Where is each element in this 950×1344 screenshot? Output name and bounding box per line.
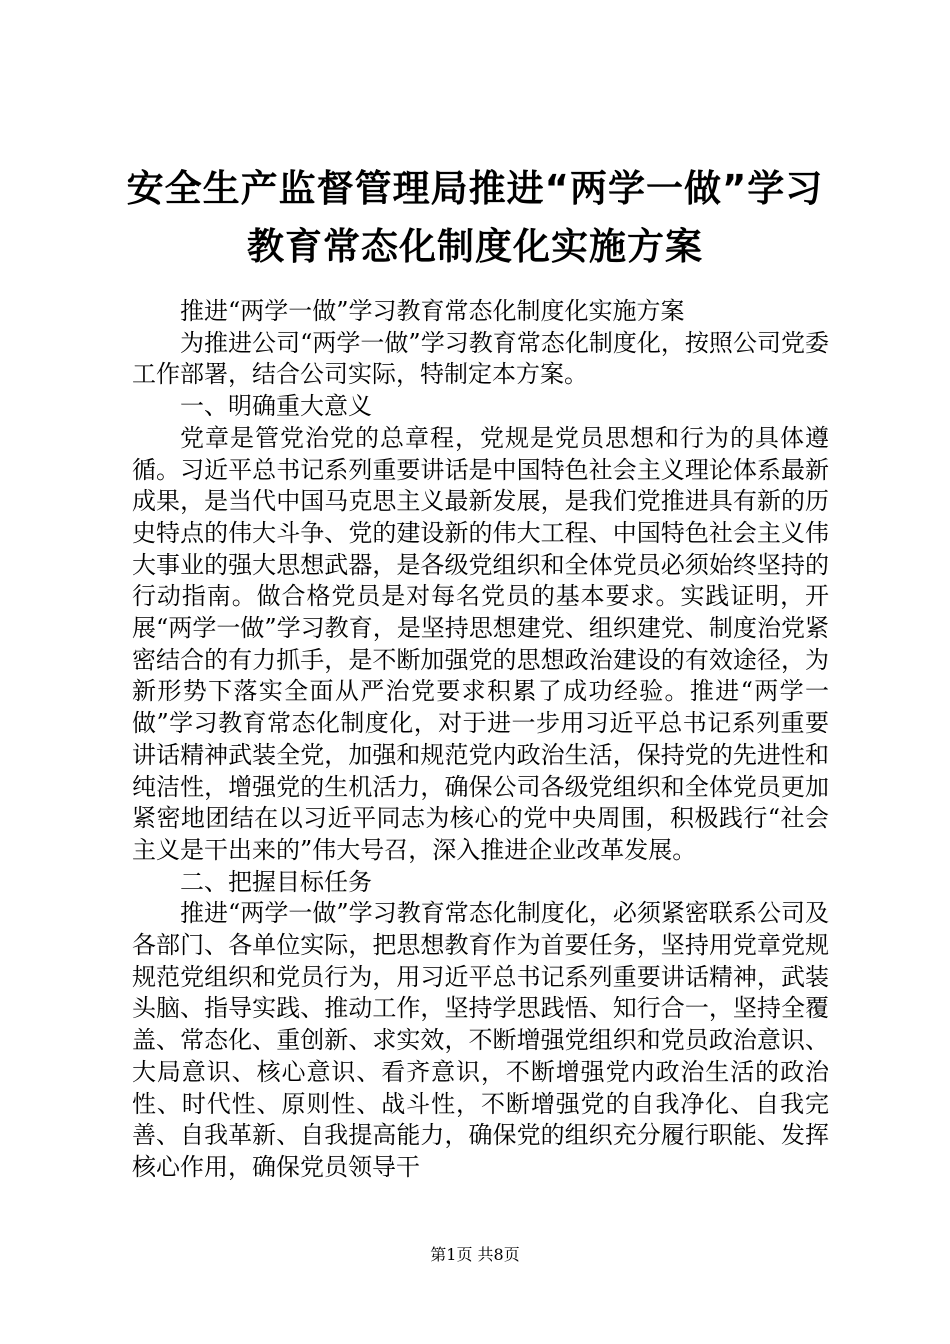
paragraph-subtitle: 推进“两学一做”学习教育常态化制度化实施方案 xyxy=(180,297,685,325)
paragraph-goals: 推进“两学一做”学习教育常态化制度化，必须紧密联系公司及各部门、各单位实际，把思想教育作为首要任务，坚持用党章党规规范党组织和党员行为，用习近平总书记系列重要讲话精神，武装头脑、指导实践、推动工作，坚持学思践悟、知行合一，坚持全覆盖、常态化、重创新、求实效，不断增强党组织和党员政治意识、大局意识、核心意识、看齐意识，不断增强党内政治生活的政治性、时代性、原则性、战斗性，不断增强党的自我净化、自我完善、自我革新、自我提高能力，确保党的组织充分履行职能、发挥核心作用，确保党员领导干 xyxy=(132,899,829,1181)
section-heading-2: 二、把握目标任务 xyxy=(180,867,372,896)
paragraph-intro: 为推进公司“两学一做”学习教育常态化制度化，按照公司党委工作部署，结合公司实际，特制定本方案。 xyxy=(132,328,829,389)
paragraph-significance: 党章是管党治党的总章程，党规是党员思想和行为的具体遵循。习近平总书记系列重要讲话是中国特色社会主义理论体系最新成果，是当代中国马克思主义最新发展，是我们党推进具有新的历史特点的伟大斗争、党的建设新的伟大工程、中国特色社会主义伟大事业的强大思想武器，是各级党组织和全体党员必须始终坚持的行动指南。做合格党员是对每名党员的基本要求。实践证明，开展“两学一做”学习教育，是坚持思想建党、组织建党、制度治党紧密结合的有力抓手，是不断加强党的思想政治建设的有效途径，为新形势下落实全面从严治党要求积累了成功经验。推进“两学一做”学习教育常态化制度化，对于进一步用习近平总书记系列重要讲话精神武装全党，加强和规范党内政治生活，保持党的先进性和纯洁性，增强党的生机活力，确保公司各级党组织和全体党员更加紧密地团结在以习近平同志为核心的党中央周围，积极践行“社会主义是干出来的”伟大号召，深入推进企业改革发展。 xyxy=(132,423,829,864)
document-title: 安全生产监督管理局推进“两学一做”学习教育常态化制度化实施方案 xyxy=(126,167,824,268)
page-number-footer: 第1页 共8页 xyxy=(430,1245,520,1264)
section-heading-1: 一、明确重大意义 xyxy=(180,392,372,421)
document-body xyxy=(132,296,829,1184)
